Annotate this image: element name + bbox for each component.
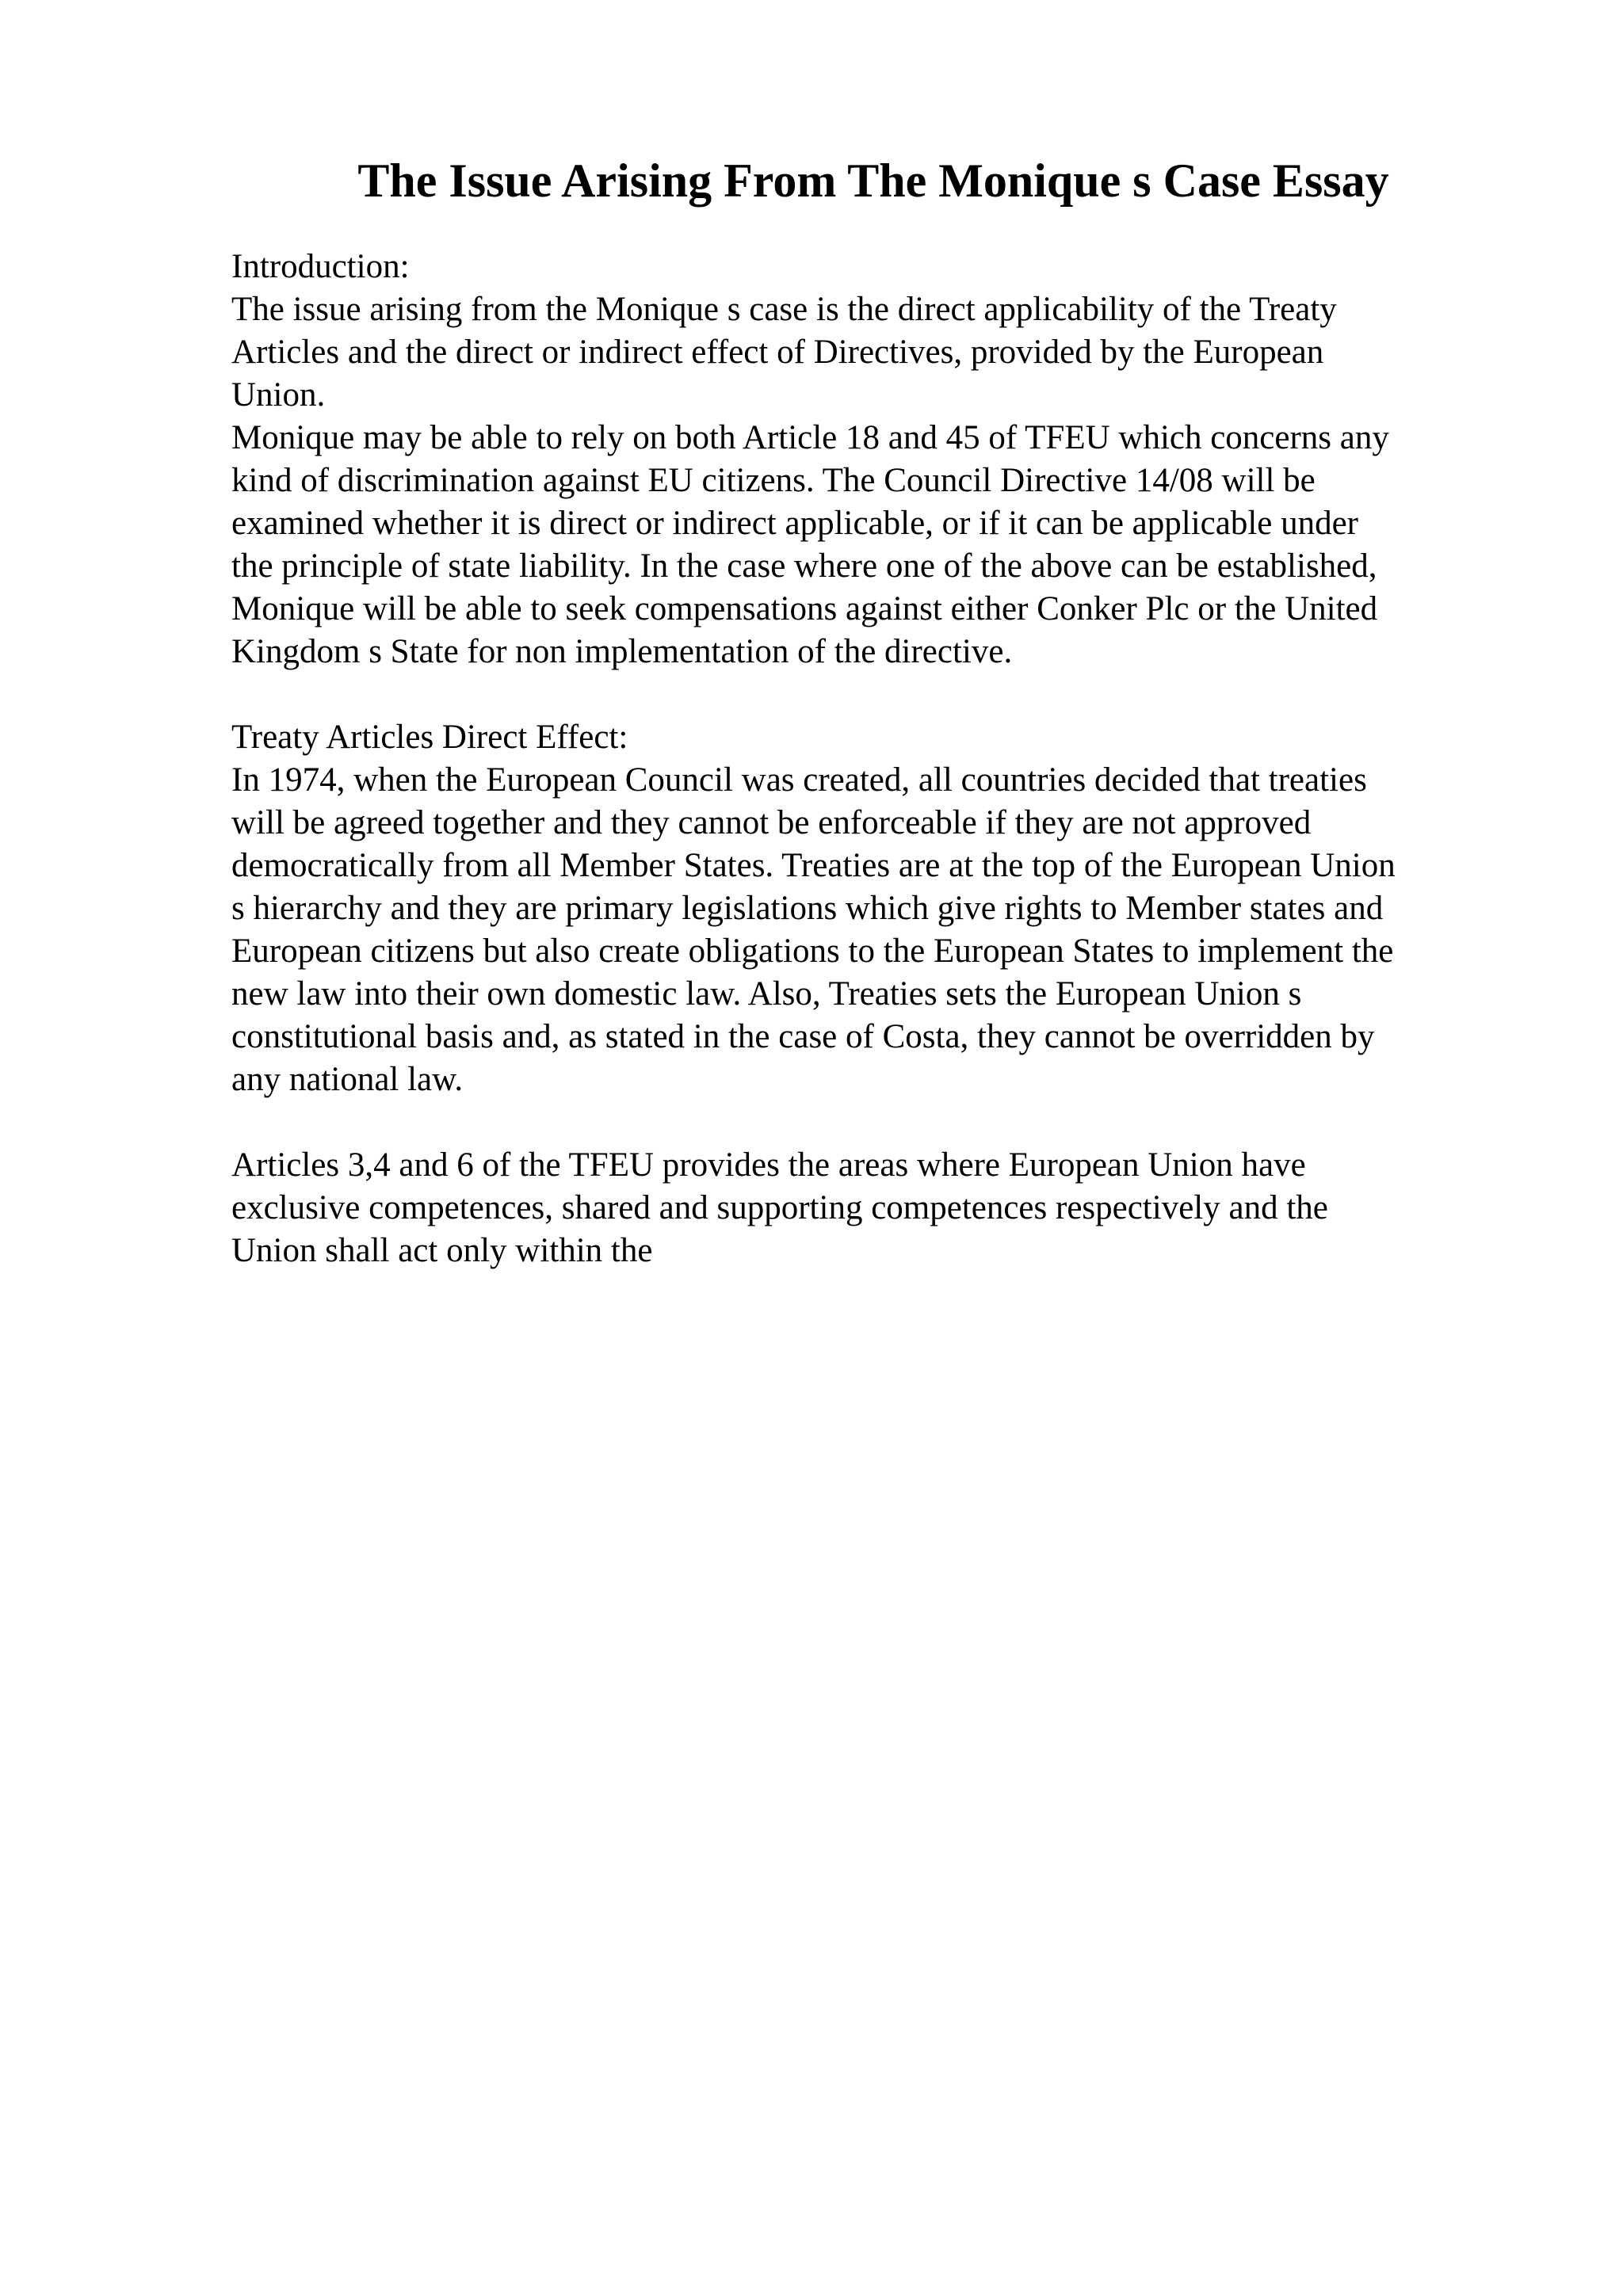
document-title: The Issue Arising From The Monique s Case Essay bbox=[357, 154, 1389, 207]
articles-line: Articles 3,4 and 6 of the TFEU provides the areas where European Union have bbox=[231, 1146, 1306, 1184]
intro-line: kind of discrimination against EU citizens. The Council Directive 14/08 will be bbox=[231, 462, 1316, 499]
intro-heading: Introduction: bbox=[231, 248, 410, 285]
intro-line: Monique may be able to rely on both Article 18 and 45 of TFEU which concerns any bbox=[231, 419, 1389, 456]
paragraph-spacer bbox=[231, 673, 1515, 716]
treaty-line: new law into their own domestic law. Also, Treaties sets the European Union s bbox=[231, 975, 1302, 1013]
treaty-line: will be agreed together and they cannot be enforceable if they are not approved bbox=[231, 804, 1312, 841]
treaty-line: any national law. bbox=[231, 1061, 464, 1098]
articles-paragraph bbox=[231, 1144, 1515, 1272]
intro-line: The issue arising from the Monique s case is the direct applicability of the Treaty bbox=[231, 291, 1337, 328]
treaty-line: s hierarchy and they are primary legislations which give rights to Member states and bbox=[231, 890, 1384, 927]
intro-line: the principle of state liability. In the case where one of the above can be established, bbox=[231, 547, 1377, 585]
intro-line: Kingdom s State for non implementation of the directive. bbox=[231, 633, 1013, 670]
treaty-line: European citizens but also create obligations to the European States to implement the bbox=[231, 933, 1394, 970]
treaty-line: constitutional basis and, as stated in the case of Costa, they cannot be overridden by bbox=[231, 1018, 1375, 1055]
treaty-paragraph bbox=[231, 759, 1515, 1101]
intro-line: Union. bbox=[231, 376, 326, 414]
intro-line: Articles and the direct or indirect effect of Directives, provided by the European bbox=[231, 334, 1324, 371]
paragraph-spacer bbox=[231, 1101, 1515, 1144]
intro-line: Monique will be able to seek compensations against either Conker Plc or the United bbox=[231, 590, 1378, 627]
treaty-line: democratically from all Member States. Treaties are at the top of the European Union bbox=[231, 847, 1396, 884]
articles-line: exclusive competences, shared and supporting competences respectively and the bbox=[231, 1189, 1328, 1226]
intro-paragraph bbox=[231, 288, 1515, 673]
articles-line: Union shall act only within the bbox=[231, 1232, 653, 1269]
document-body bbox=[231, 246, 1515, 1272]
intro-line: examined whether it is direct or indirect applicable, or if it can be applicable under bbox=[231, 505, 1359, 542]
treaty-heading: Treaty Articles Direct Effect: bbox=[231, 719, 628, 756]
treaty-line: In 1974, when the European Council was created, all countries decided that treaties bbox=[231, 761, 1367, 799]
